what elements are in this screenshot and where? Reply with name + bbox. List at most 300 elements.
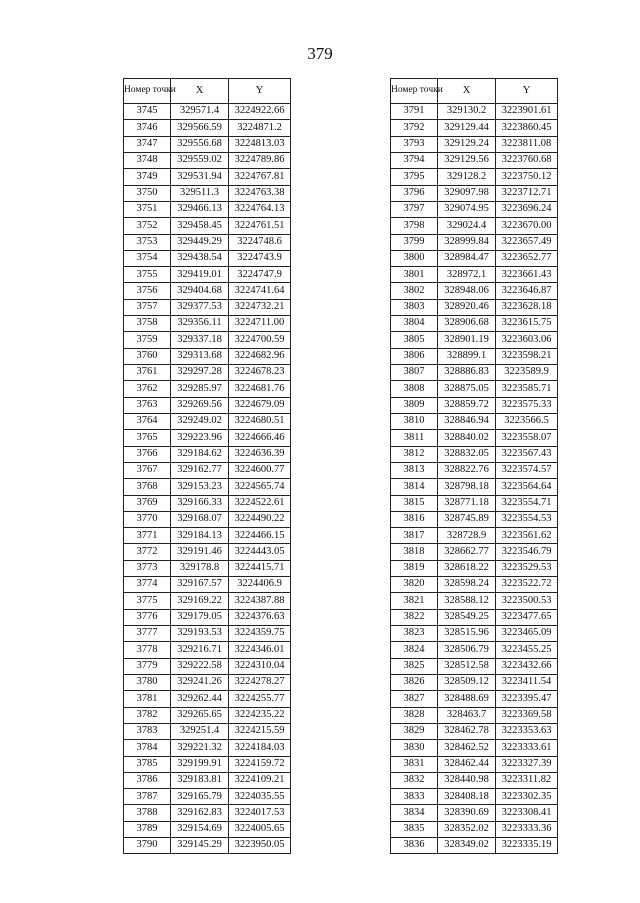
table-body-left — [124, 104, 291, 854]
cell-point-number: 3758 — [124, 316, 171, 332]
table-row — [124, 381, 291, 397]
cell-x: 328832.05 — [438, 446, 496, 462]
table-row — [124, 365, 291, 381]
table-row — [391, 756, 558, 772]
table-row — [391, 152, 558, 168]
coordinates-table-right — [390, 78, 558, 854]
cell-x: 329262.44 — [171, 691, 229, 707]
coordinates-table-left — [123, 78, 291, 854]
cell-y: 3223567.43 — [496, 446, 558, 462]
table-row — [391, 691, 558, 707]
table-row — [391, 789, 558, 805]
table-row — [124, 821, 291, 837]
cell-x: 329153.23 — [171, 479, 229, 495]
table-row — [124, 348, 291, 364]
cell-x: 328462.44 — [438, 756, 496, 772]
cell-x: 328462.52 — [438, 740, 496, 756]
cell-x: 329183.81 — [171, 772, 229, 788]
cell-y: 3223628.18 — [496, 299, 558, 315]
cell-x: 328972.1 — [438, 267, 496, 283]
cell-x: 328822.76 — [438, 462, 496, 478]
cell-point-number: 3776 — [124, 609, 171, 625]
cell-x: 329269.56 — [171, 397, 229, 413]
cell-point-number: 3757 — [124, 299, 171, 315]
cell-y: 3224680.51 — [229, 413, 291, 429]
cell-x: 329337.18 — [171, 332, 229, 348]
cell-point-number: 3783 — [124, 723, 171, 739]
cell-point-number: 3797 — [391, 201, 438, 217]
cell-y: 3223333.61 — [496, 740, 558, 756]
table-header-row — [391, 79, 558, 104]
cell-point-number: 3835 — [391, 821, 438, 837]
cell-x: 328906.68 — [438, 316, 496, 332]
table-row — [124, 462, 291, 478]
cell-x: 329024.4 — [438, 218, 496, 234]
table-row — [391, 674, 558, 690]
cell-y: 3224922.66 — [229, 104, 291, 120]
cell-point-number: 3747 — [124, 136, 171, 152]
cell-x: 329162.83 — [171, 805, 229, 821]
cell-point-number: 3819 — [391, 560, 438, 576]
cell-x: 328798.18 — [438, 479, 496, 495]
cell-point-number: 3782 — [124, 707, 171, 723]
cell-y: 3224636.39 — [229, 446, 291, 462]
table-row — [391, 104, 558, 120]
cell-y: 3224741.64 — [229, 283, 291, 299]
cell-x: 329097.98 — [438, 185, 496, 201]
cell-y: 3224700.59 — [229, 332, 291, 348]
cell-point-number: 3790 — [124, 838, 171, 854]
cell-point-number: 3829 — [391, 723, 438, 739]
cell-point-number: 3803 — [391, 299, 438, 315]
table-row — [391, 577, 558, 593]
cell-point-number: 3774 — [124, 577, 171, 593]
cell-y: 3224387.88 — [229, 593, 291, 609]
header-x: X — [171, 79, 229, 104]
cell-y: 3224600.77 — [229, 462, 291, 478]
cell-x: 328512.58 — [438, 658, 496, 674]
table-row — [124, 544, 291, 560]
cell-x: 328463.7 — [438, 707, 496, 723]
cell-x: 329377.53 — [171, 299, 229, 315]
table-row — [391, 185, 558, 201]
table-row — [391, 120, 558, 136]
cell-point-number: 3804 — [391, 316, 438, 332]
cell-point-number: 3830 — [391, 740, 438, 756]
cell-y: 3224159.72 — [229, 756, 291, 772]
cell-y: 3223308.41 — [496, 805, 558, 821]
cell-y: 3224005.65 — [229, 821, 291, 837]
cell-point-number: 3836 — [391, 838, 438, 854]
cell-point-number: 3748 — [124, 152, 171, 168]
cell-y: 3224376.63 — [229, 609, 291, 625]
cell-point-number: 3806 — [391, 348, 438, 364]
cell-point-number: 3772 — [124, 544, 171, 560]
table-row — [124, 609, 291, 625]
cell-y: 3223860.45 — [496, 120, 558, 136]
cell-y: 3224743.9 — [229, 250, 291, 266]
header-point-number: Номер точки — [124, 79, 171, 104]
cell-x: 329162.77 — [171, 462, 229, 478]
cell-y: 3224346.01 — [229, 642, 291, 658]
table-row — [391, 528, 558, 544]
table-row — [391, 283, 558, 299]
table-row — [391, 234, 558, 250]
cell-point-number: 3811 — [391, 430, 438, 446]
cell-x: 328349.02 — [438, 838, 496, 854]
table-row — [124, 332, 291, 348]
cell-y: 3223353.63 — [496, 723, 558, 739]
cell-y: 3224415.71 — [229, 560, 291, 576]
cell-y: 3223950.05 — [229, 838, 291, 854]
table-row — [124, 577, 291, 593]
cell-point-number: 3832 — [391, 772, 438, 788]
cell-point-number: 3805 — [391, 332, 438, 348]
cell-x: 329193.53 — [171, 626, 229, 642]
table-row — [124, 413, 291, 429]
table-row — [391, 365, 558, 381]
cell-point-number: 3756 — [124, 283, 171, 299]
cell-point-number: 3833 — [391, 789, 438, 805]
cell-point-number: 3807 — [391, 365, 438, 381]
cell-point-number: 3746 — [124, 120, 171, 136]
cell-x: 329169.22 — [171, 593, 229, 609]
cell-y: 3223652.77 — [496, 250, 558, 266]
cell-x: 329165.79 — [171, 789, 229, 805]
table-row — [124, 528, 291, 544]
cell-x: 329419.01 — [171, 267, 229, 283]
cell-y: 3223750.12 — [496, 169, 558, 185]
cell-y: 3224767.81 — [229, 169, 291, 185]
cell-x: 329130.2 — [438, 104, 496, 120]
table-row — [391, 136, 558, 152]
table-row — [391, 316, 558, 332]
cell-y: 3223657.49 — [496, 234, 558, 250]
cell-y: 3223500.53 — [496, 593, 558, 609]
table-row — [124, 593, 291, 609]
cell-y: 3224255.77 — [229, 691, 291, 707]
cell-x: 329511.3 — [171, 185, 229, 201]
cell-x: 329145.29 — [171, 838, 229, 854]
cell-point-number: 3784 — [124, 740, 171, 756]
header-point-number: Номер точки — [391, 79, 438, 104]
cell-x: 328846.94 — [438, 413, 496, 429]
table-row — [391, 332, 558, 348]
cell-y: 3223615.75 — [496, 316, 558, 332]
cell-y: 3223554.53 — [496, 511, 558, 527]
cell-x: 329297.28 — [171, 365, 229, 381]
table-row — [124, 136, 291, 152]
table-row — [124, 756, 291, 772]
cell-x: 328462.78 — [438, 723, 496, 739]
table-row — [124, 152, 291, 168]
cell-x: 328984.47 — [438, 250, 496, 266]
table-row — [391, 479, 558, 495]
cell-point-number: 3824 — [391, 642, 438, 658]
cell-x: 328598.24 — [438, 577, 496, 593]
cell-y: 3223589.9 — [496, 365, 558, 381]
cell-y: 3224522.61 — [229, 495, 291, 511]
cell-point-number: 3749 — [124, 169, 171, 185]
cell-point-number: 3827 — [391, 691, 438, 707]
cell-point-number: 3831 — [391, 756, 438, 772]
cell-y: 3224747.9 — [229, 267, 291, 283]
cell-point-number: 3822 — [391, 609, 438, 625]
cell-point-number: 3777 — [124, 626, 171, 642]
table-row — [391, 805, 558, 821]
cell-y: 3224278.27 — [229, 674, 291, 690]
cell-x: 329285.97 — [171, 381, 229, 397]
cell-x: 329168.07 — [171, 511, 229, 527]
cell-y: 3223561.62 — [496, 528, 558, 544]
cell-x: 328859.72 — [438, 397, 496, 413]
cell-point-number: 3787 — [124, 789, 171, 805]
cell-point-number: 3778 — [124, 642, 171, 658]
cell-y: 3224466.15 — [229, 528, 291, 544]
cell-y: 3224813.03 — [229, 136, 291, 152]
cell-y: 3224678.23 — [229, 365, 291, 381]
cell-y: 3223522.72 — [496, 577, 558, 593]
cell-x: 328488.69 — [438, 691, 496, 707]
cell-x: 328588.12 — [438, 593, 496, 609]
table-row — [124, 658, 291, 674]
cell-y: 3224711.00 — [229, 316, 291, 332]
table-row — [391, 740, 558, 756]
cell-x: 329449.29 — [171, 234, 229, 250]
page-number: 379 — [307, 44, 333, 63]
table-row — [391, 511, 558, 527]
cell-y: 3224215.59 — [229, 723, 291, 739]
cell-point-number: 3801 — [391, 267, 438, 283]
cell-y: 3224789.86 — [229, 152, 291, 168]
cell-y: 3223558.07 — [496, 430, 558, 446]
cell-y: 3224764.13 — [229, 201, 291, 217]
cell-point-number: 3828 — [391, 707, 438, 723]
cell-x: 329129.56 — [438, 152, 496, 168]
cell-point-number: 3802 — [391, 283, 438, 299]
cell-y: 3224490.22 — [229, 511, 291, 527]
cell-x: 328745.89 — [438, 511, 496, 527]
cell-x: 328886.83 — [438, 365, 496, 381]
table-row — [124, 838, 291, 854]
cell-x: 329438.54 — [171, 250, 229, 266]
cell-y: 3224871.2 — [229, 120, 291, 136]
table-row — [391, 821, 558, 837]
table-row — [391, 218, 558, 234]
table-row — [391, 446, 558, 462]
cell-y: 3223465.09 — [496, 626, 558, 642]
cell-point-number: 3786 — [124, 772, 171, 788]
cell-point-number: 3818 — [391, 544, 438, 560]
cell-point-number: 3798 — [391, 218, 438, 234]
table-row — [391, 397, 558, 413]
cell-y: 3223603.06 — [496, 332, 558, 348]
table-row — [124, 201, 291, 217]
cell-y: 3224235.22 — [229, 707, 291, 723]
table-row — [124, 169, 291, 185]
cell-y: 3224017.53 — [229, 805, 291, 821]
cell-x: 328618.22 — [438, 560, 496, 576]
cell-y: 3223455.25 — [496, 642, 558, 658]
cell-x: 329404.68 — [171, 283, 229, 299]
cell-y: 3223574.57 — [496, 462, 558, 478]
cell-point-number: 3794 — [391, 152, 438, 168]
cell-y: 3223661.43 — [496, 267, 558, 283]
cell-y: 3224682.96 — [229, 348, 291, 364]
table-row — [391, 430, 558, 446]
cell-point-number: 3791 — [391, 104, 438, 120]
cell-point-number: 3755 — [124, 267, 171, 283]
cell-y: 3223333.36 — [496, 821, 558, 837]
table-row — [124, 218, 291, 234]
cell-point-number: 3834 — [391, 805, 438, 821]
table-row — [124, 789, 291, 805]
table-row — [391, 267, 558, 283]
cell-x: 329154.69 — [171, 821, 229, 837]
cell-y: 3223585.71 — [496, 381, 558, 397]
cell-point-number: 3766 — [124, 446, 171, 462]
header-y: Y — [496, 79, 558, 104]
cell-x: 329458.45 — [171, 218, 229, 234]
cell-x: 329223.96 — [171, 430, 229, 446]
cell-x: 328549.25 — [438, 609, 496, 625]
cell-x: 329184.62 — [171, 446, 229, 462]
cell-x: 329466.13 — [171, 201, 229, 217]
cell-x: 328390.69 — [438, 805, 496, 821]
cell-x: 329199.91 — [171, 756, 229, 772]
cell-point-number: 3813 — [391, 462, 438, 478]
cell-y: 3224732.21 — [229, 299, 291, 315]
cell-point-number: 3825 — [391, 658, 438, 674]
table-row — [124, 495, 291, 511]
header-x: X — [438, 79, 496, 104]
table-row — [124, 479, 291, 495]
cell-point-number: 3761 — [124, 365, 171, 381]
cell-y: 3223566.5 — [496, 413, 558, 429]
cell-x: 328728.9 — [438, 528, 496, 544]
cell-point-number: 3795 — [391, 169, 438, 185]
cell-point-number: 3750 — [124, 185, 171, 201]
table-row — [124, 691, 291, 707]
table-row — [391, 544, 558, 560]
cell-point-number: 3788 — [124, 805, 171, 821]
cell-point-number: 3800 — [391, 250, 438, 266]
table-row — [391, 348, 558, 364]
cell-x: 329178.8 — [171, 560, 229, 576]
cell-x: 329128.2 — [438, 169, 496, 185]
cell-y: 3223646.87 — [496, 283, 558, 299]
cell-point-number: 3796 — [391, 185, 438, 201]
table-row — [124, 642, 291, 658]
table-row — [391, 593, 558, 609]
table-row — [124, 267, 291, 283]
table-body-right — [391, 104, 558, 854]
table-row — [124, 250, 291, 266]
cell-y: 3223712.71 — [496, 185, 558, 201]
cell-point-number: 3759 — [124, 332, 171, 348]
table-row — [391, 560, 558, 576]
table-row — [124, 120, 291, 136]
cell-point-number: 3753 — [124, 234, 171, 250]
cell-x: 328506.79 — [438, 642, 496, 658]
cell-x: 329222.58 — [171, 658, 229, 674]
cell-point-number: 3817 — [391, 528, 438, 544]
cell-x: 328901.19 — [438, 332, 496, 348]
cell-x: 328440.98 — [438, 772, 496, 788]
table-row — [124, 674, 291, 690]
table-row — [124, 430, 291, 446]
cell-x: 329129.44 — [438, 120, 496, 136]
cell-point-number: 3815 — [391, 495, 438, 511]
table-row — [391, 201, 558, 217]
cell-y: 3223546.79 — [496, 544, 558, 560]
cell-point-number: 3812 — [391, 446, 438, 462]
cell-point-number: 3751 — [124, 201, 171, 217]
table-row — [124, 316, 291, 332]
cell-x: 329251.4 — [171, 723, 229, 739]
cell-y: 3223598.21 — [496, 348, 558, 364]
cell-y: 3224359.75 — [229, 626, 291, 642]
cell-y: 3224035.55 — [229, 789, 291, 805]
table-row — [391, 250, 558, 266]
cell-point-number: 3752 — [124, 218, 171, 234]
cell-point-number: 3789 — [124, 821, 171, 837]
table-row — [124, 772, 291, 788]
cell-point-number: 3762 — [124, 381, 171, 397]
cell-y: 3224679.09 — [229, 397, 291, 413]
table-row — [391, 642, 558, 658]
cell-point-number: 3792 — [391, 120, 438, 136]
cell-point-number: 3760 — [124, 348, 171, 364]
table-row — [124, 560, 291, 576]
cell-y: 3223760.68 — [496, 152, 558, 168]
table-row — [124, 723, 291, 739]
cell-point-number: 3765 — [124, 430, 171, 446]
table-row — [391, 772, 558, 788]
table-row — [124, 707, 291, 723]
cell-point-number: 3820 — [391, 577, 438, 593]
cell-x: 329179.05 — [171, 609, 229, 625]
cell-point-number: 3799 — [391, 234, 438, 250]
cell-point-number: 3780 — [124, 674, 171, 690]
cell-point-number: 3770 — [124, 511, 171, 527]
cell-y: 3224681.76 — [229, 381, 291, 397]
table-row — [391, 707, 558, 723]
cell-x: 329184.13 — [171, 528, 229, 544]
cell-x: 329566.59 — [171, 120, 229, 136]
cell-y: 3223432.66 — [496, 658, 558, 674]
cell-y: 3223311.82 — [496, 772, 558, 788]
cell-point-number: 3814 — [391, 479, 438, 495]
table-row — [391, 495, 558, 511]
cell-point-number: 3773 — [124, 560, 171, 576]
cell-point-number: 3754 — [124, 250, 171, 266]
cell-point-number: 3763 — [124, 397, 171, 413]
cell-x: 328515.96 — [438, 626, 496, 642]
cell-point-number: 3745 — [124, 104, 171, 120]
table-row — [391, 838, 558, 854]
cell-y: 3223369.58 — [496, 707, 558, 723]
cell-x: 329167.57 — [171, 577, 229, 593]
cell-y: 3223670.00 — [496, 218, 558, 234]
table-row — [124, 397, 291, 413]
cell-point-number: 3764 — [124, 413, 171, 429]
cell-x: 329559.02 — [171, 152, 229, 168]
cell-point-number: 3823 — [391, 626, 438, 642]
table-row — [391, 626, 558, 642]
cell-x: 328920.46 — [438, 299, 496, 315]
cell-x: 329241.26 — [171, 674, 229, 690]
